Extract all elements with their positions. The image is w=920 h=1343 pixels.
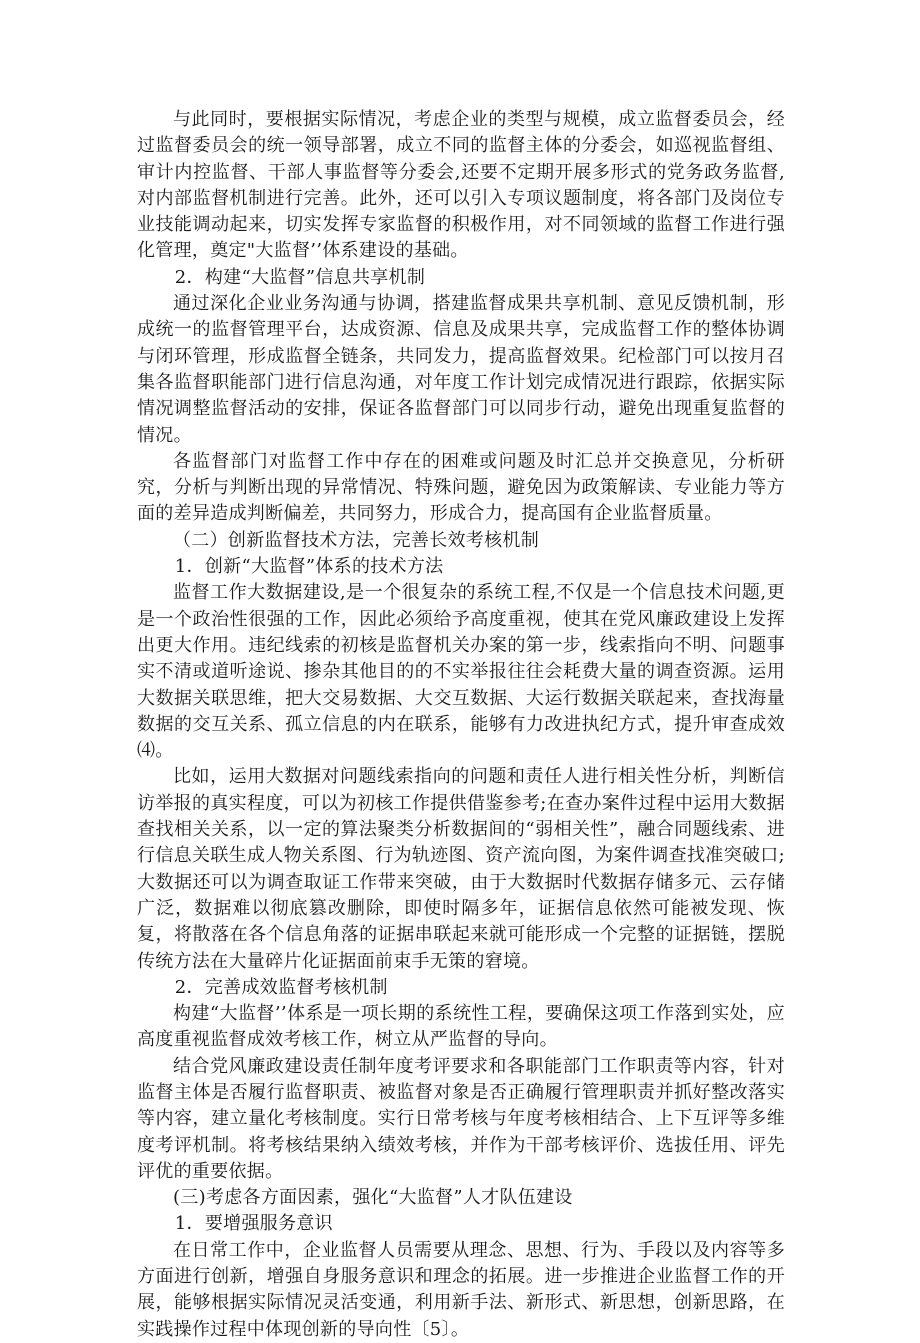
document-page: [137, 107, 785, 1343]
heading-section-three: (三)考虑各方面因素，强化“大监督”人才队伍建设: [173, 1187, 573, 1209]
paragraph-big-data: 监督工作大数据建设,是一个很复杂的系统工程,不仅是一个信息技术问题,更是一个政治性很强的工作，因此必须给予高度重视，使其在党风廉政建设上发挥出更大作用。违纪线索的初核是监督机关办案的第一步，线索指向不明、问题事实不清或道听途说、掺杂其他目的的不实举报往往会耗费大量的调查资源。运用大数据关联思维，把大交易数据、大交互数据、大运行数据关联起来，查找海量数据的交互关系、孤立信息的内在联系，能够有力改进执纪方式，提升审查成效⑷。: [137, 582, 785, 762]
paragraph-quantified-assessment: 结合党风廉政建设责任制年度考评要求和各职能部门工作职责等内容，针对监督主体是否履行监督职责、被监督对象是否正确履行管理职责并抓好整改落实等内容，建立量化考核制度。实行日常考核与年度考核相结合、上下互评等多维度考评机制。将考核结果纳入绩效考核，并作为干部考核评价、选拔任用、评先评优的重要依据。: [137, 1055, 785, 1182]
heading-info-sharing: 2．构建“大监督”信息共享机制: [174, 266, 426, 288]
paragraph-exchange-opinions: 各监督部门对监督工作中存在的困难或问题及时汇总并交换意见，分析研究，分析与判断出现的异常情况、特殊问题，避免因为政策解读、专业能力等方面的差异造成判断偏差，共同努力，形成合力，提高国有企业监督质量。: [137, 450, 785, 525]
paragraph-service-awareness: 在日常工作中，企业监督人员需要从理念、思想、行为、手段以及内容等多方面进行创新，增强自身服务意识和理念的拓展。进一步推进企业监督工作的开展，能够根据实际情况灵活变通，利用新手法、新形式、新思想，创新思路，在实践操作过程中体现创新的导向性〔5〕。: [137, 1239, 785, 1340]
paragraph-long-term: 构建“大监督’’体系是一项长期的系统性工程，要确保这项工作落到实处，应高度重视监督成效考核工作，树立从严监督的导向。: [137, 1003, 785, 1051]
paragraph-info-sharing: 通过深化企业业务沟通与协调，搭建监督成果共享机制、意见反馈机制，形成统一的监督管理平台，达成资源、信息及成果共享，完成监督工作的整体协调与闭环管理，形成监督全链条，共同发力，提高监督效果。纪检部门可以按月召集各监督职能部门进行信息沟通，对年度工作计划完成情况进行跟踪，依据实际情况调整监督活动的安排，保证各监督部门可以同步行动，避免出现重复监督的情况。: [137, 293, 785, 446]
paragraph-example: 比如，运用大数据对问题线索指向的问题和责任人进行相关性分析，判断信访举报的真实程度，可以为初核工作提供借鉴参考;在查办案件过程中运用大数据查找相关关系，以一定的算法聚类分析数据间的“弱相关性”，融合同题线索、进行信息关联生成人物关系图、行为轨迹图、资产流向图，为案件调查找准突破口;大数据还可以为调查取证工作带来突破，由于大数据时代数据存储多元、云存储广泛，数据难以彻底篡改删除，即使时隔多年，证据信息依然可能被发现、恢复，将散落在各个信息角落的证据串联起来就可能形成一个完整的证据链，摆脱传统方法在大量碎片化证据面前束手无策的窘境。: [137, 766, 785, 972]
heading-section-two: （二）创新监督技术方法，完善长效考核机制: [173, 529, 539, 551]
heading-tech-methods: 1．创新“大监督”体系的技术方法: [174, 556, 444, 578]
paragraph-supervision-committee: 与此同时，要根据实际情况，考虑企业的类型与规模，成立监督委员会，经过监督委员会的统一领导部署，成立不同的监督主体的分委会，如巡视监督组、审计内控监督、干部人事监督等分委会,还要不定期开展多形式的党务政务监督,对内部监督机制进行完善。此外，还可以引入专项议题制度，将各部门及岗位专业技能调动起来，切实发挥专家监督的积极作用，对不同领域的监督工作进行强化管理，奠定"大监督’’体系建设的基础。: [137, 109, 785, 262]
heading-assessment: 2．完善成效监督考核机制: [174, 976, 388, 998]
heading-service-awareness: 1．要增强服务意识: [174, 1213, 333, 1235]
